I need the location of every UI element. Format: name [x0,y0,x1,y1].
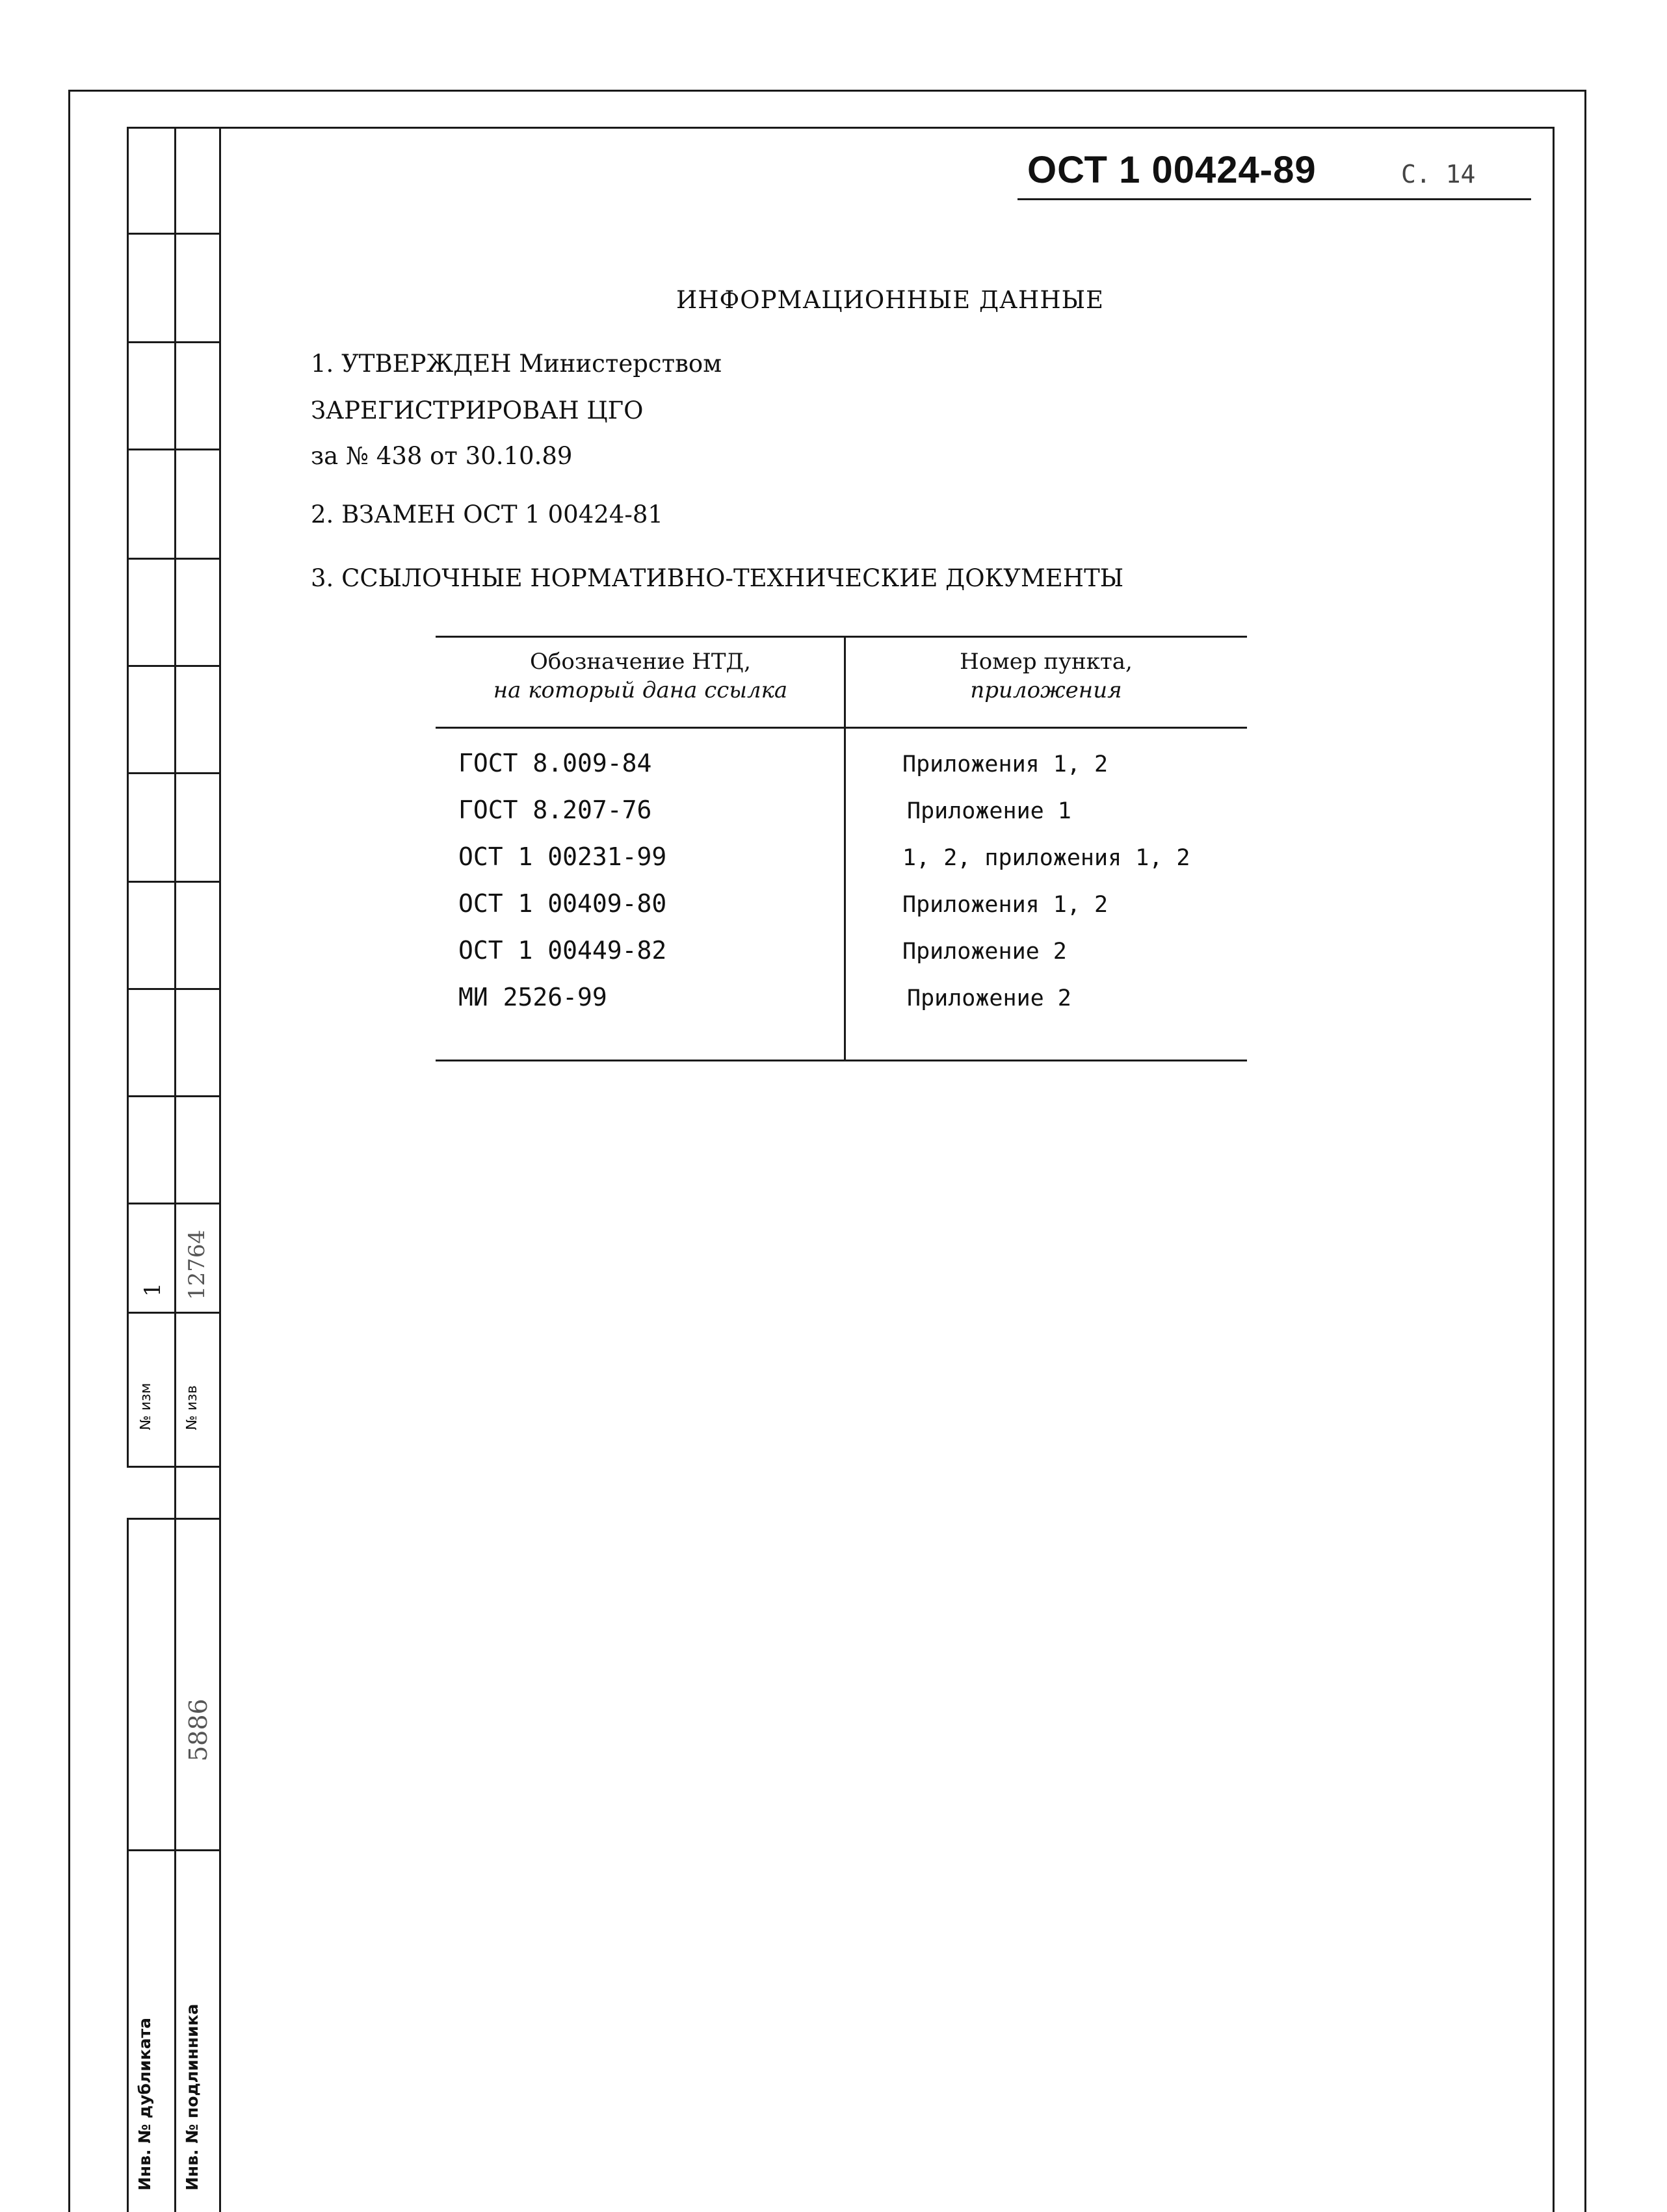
table-header-reference: Номер пункта, приложения [960,649,1133,703]
change-number-value: 1 [140,1282,166,1297]
notice-number-value: 12764 [184,1229,210,1300]
table-row-5-document: ОСТ 1 00449-82 [458,936,667,965]
header-underline [1017,198,1531,200]
table-row-1-document: ГОСТ 8.009-84 [458,749,652,777]
page-number: С. 14 [1401,160,1476,189]
table-row-6-reference: Приложение 2 [907,985,1071,1011]
approved-line: 1. УТВЕРЖДЕН Министерством [311,350,722,378]
table-row-4-reference: Приложения 1, 2 [902,892,1109,918]
original-inventory-label: Инв. № подлинника [183,2003,202,2191]
duplicate-inventory-label: Инв. № дубликата [135,2018,154,2191]
document-code: ОСТ 1 00424-89 [1027,149,1317,191]
table-header-document: Обозначение НТД, на который дана ссылка [493,649,788,703]
table-row-5-reference: Приложение 2 [902,939,1067,965]
table-row-6-document: МИ 2526-99 [458,983,607,1011]
change-number-label: № изм [138,1383,154,1430]
references-heading: 3. ССЫЛОЧНЫЕ НОРМАТИВНО-ТЕХНИЧЕСКИЕ ДОКУМЕНТЫ [311,564,1124,592]
notice-number-label: № изв [184,1385,200,1430]
table-row-3-reference: 1, 2, приложения 1, 2 [902,845,1190,871]
registered-line: ЗАРЕГИСТРИРОВАН ЦГО [311,397,644,424]
table-row-2-reference: Приложение 1 [907,798,1071,824]
table-row-3-document: ОСТ 1 00231-99 [458,842,667,871]
table-row-4-document: ОСТ 1 00409-80 [458,889,667,918]
original-inventory-value: 5886 [184,1698,213,1762]
registration-number-line: за № 438 от 30.10.89 [311,442,573,470]
table-row-1-reference: Приложения 1, 2 [902,751,1109,777]
replaces-line: 2. ВЗАМЕН ОСТ 1 00424-81 [311,501,663,528]
section-title: ИНФОРМАЦИОННЫЕ ДАННЫЕ [676,286,1105,314]
table-row-2-document: ГОСТ 8.207-76 [458,796,652,824]
